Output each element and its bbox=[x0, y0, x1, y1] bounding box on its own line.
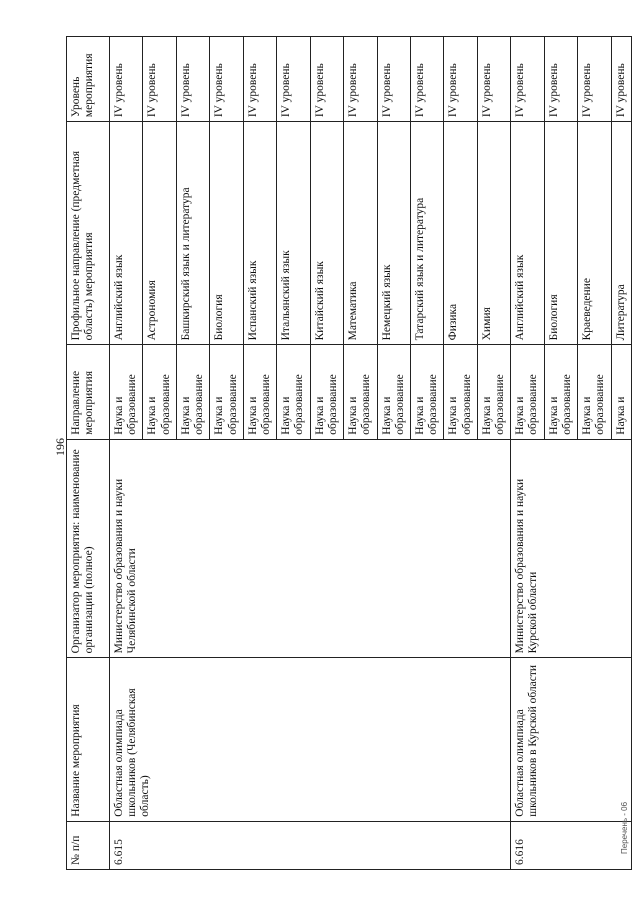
event-level: IV уровень bbox=[511, 37, 544, 122]
event-level: IV уровень bbox=[110, 37, 143, 122]
event-direction: Наука и образование bbox=[477, 345, 510, 439]
event-profile: Английский язык bbox=[511, 122, 544, 345]
table-row bbox=[511, 37, 544, 870]
events-table bbox=[66, 36, 632, 870]
event-number: 6.615 bbox=[110, 821, 511, 869]
header-profile: Профильное направление (предметная область) мероприятия bbox=[67, 122, 110, 345]
table-body bbox=[110, 37, 632, 870]
footer-text: Перечень - 06 bbox=[620, 801, 629, 854]
event-direction: Наука и образование bbox=[578, 345, 611, 439]
event-level: IV уровень bbox=[310, 37, 343, 122]
header-direction: Направление мероприятия bbox=[67, 345, 110, 439]
event-profile: Башкирский язык и литература bbox=[176, 122, 209, 345]
event-organizer: Министерство образования и науки Курской области bbox=[511, 439, 632, 658]
event-level: IV уровень bbox=[277, 37, 310, 122]
event-profile: Химия bbox=[477, 122, 510, 345]
event-profile: Китайский язык bbox=[310, 122, 343, 345]
event-level: IV уровень bbox=[444, 37, 477, 122]
event-name: Областная олимпиада школьников в Курской области bbox=[511, 658, 632, 821]
event-direction: Наука и образование bbox=[377, 345, 410, 439]
event-profile: Биология bbox=[544, 122, 577, 345]
event-direction: Наука и образование bbox=[444, 345, 477, 439]
event-level: IV уровень bbox=[611, 37, 631, 122]
event-profile: Итальянский язык bbox=[277, 122, 310, 345]
event-profile: Биология bbox=[210, 122, 243, 345]
event-profile: Немецкий язык bbox=[377, 122, 410, 345]
event-profile: Литература bbox=[611, 122, 631, 345]
event-profile: Физика bbox=[444, 122, 477, 345]
event-level: IV уровень bbox=[477, 37, 510, 122]
event-profile: Краеведение bbox=[578, 122, 611, 345]
event-profile: Астрономия bbox=[143, 122, 176, 345]
event-level: IV уровень bbox=[210, 37, 243, 122]
event-level: IV уровень bbox=[143, 37, 176, 122]
event-direction: Наука и образование bbox=[176, 345, 209, 439]
header-name: Название мероприятия bbox=[67, 658, 110, 821]
event-direction: Наука и образование bbox=[410, 345, 443, 439]
event-profile: Математика bbox=[344, 122, 377, 345]
event-direction: Наука и образование bbox=[143, 345, 176, 439]
event-level: IV уровень bbox=[344, 37, 377, 122]
event-direction: Наука и bbox=[611, 345, 631, 439]
event-level: IV уровень bbox=[578, 37, 611, 122]
event-direction: Наука и образование bbox=[344, 345, 377, 439]
event-number: 6.616 bbox=[511, 821, 632, 869]
header-num: № п/п bbox=[67, 821, 110, 869]
header-org: Организатор мероприятия: наименование организации (полное) bbox=[67, 439, 110, 658]
event-level: IV уровень bbox=[176, 37, 209, 122]
page-number: 196 bbox=[53, 438, 67, 456]
event-direction: Наука и образование bbox=[110, 345, 143, 439]
header-level: Уровень мероприятия bbox=[67, 37, 110, 122]
event-profile: Испанский язык bbox=[243, 122, 276, 345]
table-row bbox=[110, 37, 143, 870]
event-direction: Наука и образование bbox=[310, 345, 343, 439]
event-direction: Наука и образование bbox=[277, 345, 310, 439]
event-direction: Наука и образование bbox=[511, 345, 544, 439]
event-level: IV уровень bbox=[377, 37, 410, 122]
event-level: IV уровень bbox=[544, 37, 577, 122]
event-profile: Английский язык bbox=[110, 122, 143, 345]
event-level: IV уровень bbox=[243, 37, 276, 122]
event-level: IV уровень bbox=[410, 37, 443, 122]
event-organizer: Министерство образования и науки Челябинской области bbox=[110, 439, 511, 658]
event-direction: Наука и образование bbox=[210, 345, 243, 439]
event-profile: Татарский язык и литература bbox=[410, 122, 443, 345]
event-name: Областная олимпиада школьников (Челябинская область) bbox=[110, 658, 511, 821]
event-direction: Наука и образование bbox=[243, 345, 276, 439]
table-header-row bbox=[67, 37, 110, 870]
event-direction: Наука и образование bbox=[544, 345, 577, 439]
